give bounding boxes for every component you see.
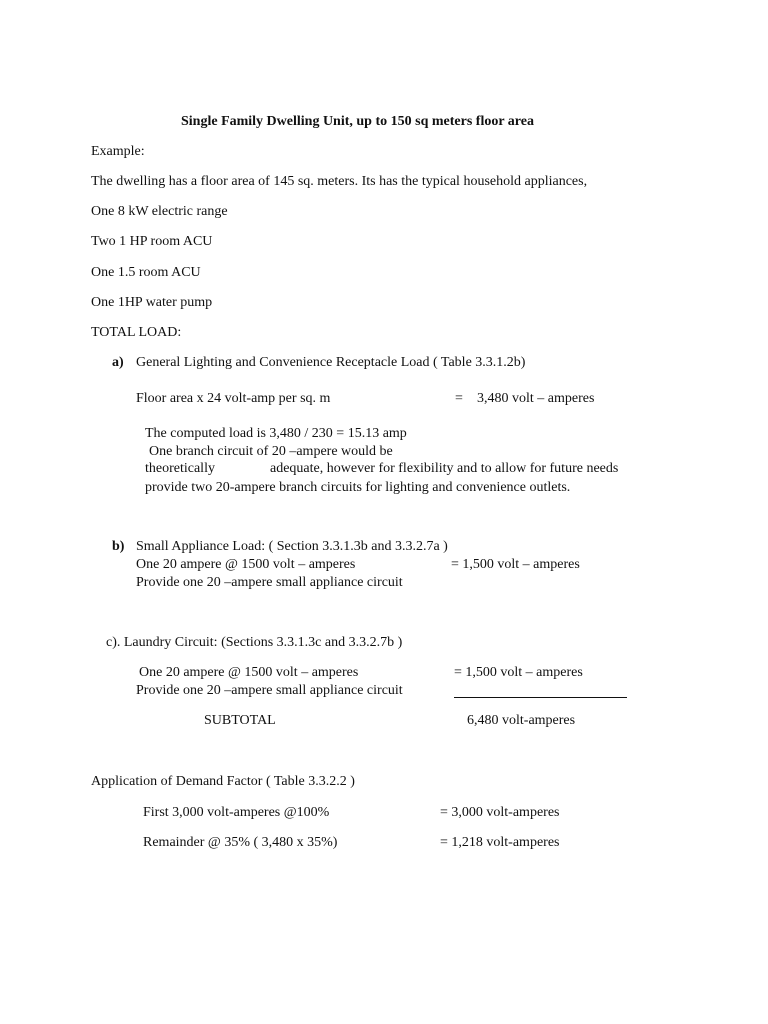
demand-row-left: First 3,000 volt-amperes @100% <box>143 805 330 820</box>
section-a-note-line: adequate, however for flexibility and to allow for future needs <box>270 461 619 476</box>
appliance-item: One 8 kW electric range <box>91 204 228 219</box>
section-c-heading: c). Laundry Circuit: (Sections 3.3.1.3c and 3.3.2.7b ) <box>106 635 403 650</box>
section-b-provide-line: Provide one 20 –ampere small appliance circuit <box>136 575 403 590</box>
example-label: Example: <box>91 144 145 159</box>
subtotal-value: 6,480 volt-amperes <box>467 713 576 728</box>
dwelling-description: The dwelling has a floor area of 145 sq. meters. Its has the typical household appliances, <box>91 174 588 189</box>
appliance-item: Two 1 HP room ACU <box>91 234 213 249</box>
section-c-line-right: = 1,500 volt – amperes <box>454 665 583 680</box>
total-load-label: TOTAL LOAD: <box>91 325 182 340</box>
section-a-calc-right: 3,480 volt – amperes <box>477 391 595 406</box>
section-a-note-line: theoretically <box>145 461 215 476</box>
section-a-marker: a) <box>112 355 124 370</box>
section-a-calc-equals: = <box>455 391 463 406</box>
demand-row-left: Remainder @ 35% ( 3,480 x 35%) <box>143 835 338 850</box>
section-c-line-left: One 20 ampere @ 1500 volt – amperes <box>139 665 359 680</box>
section-b-line-right: = 1,500 volt – amperes <box>451 557 580 572</box>
section-b-marker: b) <box>112 539 125 554</box>
subtotal-label: SUBTOTAL <box>204 713 276 728</box>
section-a-note-line: provide two 20-ampere branch circuits for lighting and convenience outlets. <box>145 480 571 495</box>
appliance-item: One 1HP water pump <box>91 295 213 310</box>
appliance-item: One 1.5 room ACU <box>91 265 201 280</box>
section-a-calc-left: Floor area x 24 volt-amp per sq. m <box>136 391 331 406</box>
demand-row-right: = 3,000 volt-amperes <box>440 805 560 820</box>
section-b-line-left: One 20 ampere @ 1500 volt – amperes <box>136 557 356 572</box>
section-b-heading: Small Appliance Load: ( Section 3.3.1.3b and 3.3.2.7a ) <box>136 539 448 554</box>
section-c-provide-line: Provide one 20 –ampere small appliance circuit <box>136 683 403 698</box>
demand-row-right: = 1,218 volt-amperes <box>440 835 560 850</box>
section-a-heading: General Lighting and Convenience Receptacle Load ( Table 3.3.1.2b) <box>136 355 526 370</box>
section-a-note-line: The computed load is 3,480 / 230 = 15.13 amp <box>145 426 407 441</box>
section-a-note-line: One branch circuit of 20 –ampere would be <box>149 444 393 459</box>
demand-factor-heading: Application of Demand Factor ( Table 3.3.2.2 ) <box>91 774 355 789</box>
subtotal-rule <box>454 697 627 698</box>
page-title: Single Family Dwelling Unit, up to 150 sq meters floor area <box>181 114 534 129</box>
